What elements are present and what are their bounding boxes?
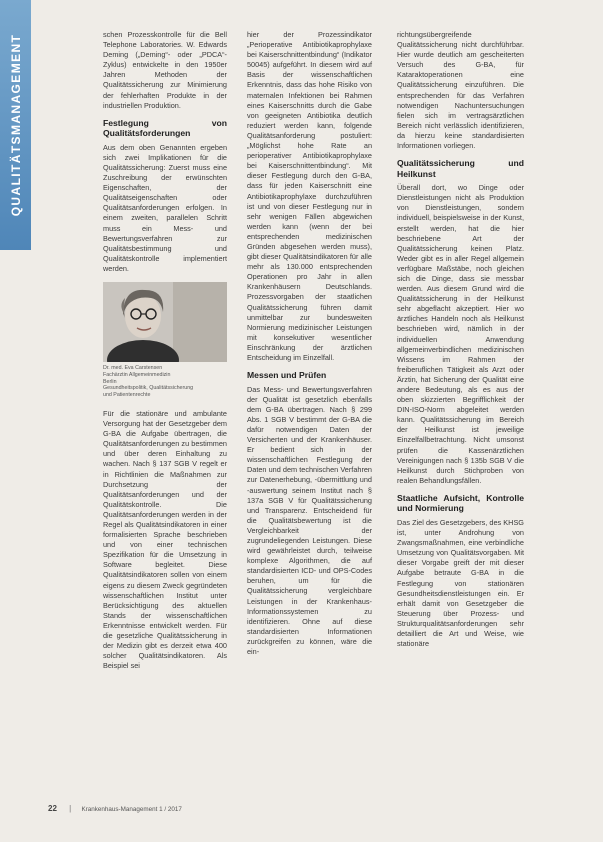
- section-heading: Staatliche Aufsicht, Kontrolle und Normierung: [397, 492, 524, 514]
- column-1: [103, 30, 227, 671]
- page-number: 22: [48, 804, 57, 813]
- photo-caption: [103, 365, 227, 399]
- footer-separator: |: [69, 804, 72, 813]
- paragraph: Überall dort, wo Dinge oder Dienstleistungen nicht als Produktion von Dienstleistungen, sondern individuell, beispielsweise in der Kunst, erstellt werden, hat die hier beschriebene Art der Qualitätssicherung keinen Platz. Weder gibt es in aller Regel allgemein verfügbare Maßstäbe, noch gleichen sich die Dinge, dass sie messbar werden. Aus diesem Grund wird die Qualitätssicherung in der Heilkunst sehr abgeflacht akzeptiert. Hier wo ärztliches Handeln noch als Heilkunst beschrieben wird, nämlich in der individuellen Anwendung allgemeinverbindlichen medizinischen Wissens im Rahmen der freiberuflichen Tätigkeit als Arzt oder Ärztin, hat Sicherung der Qualität eine andere Bedeutung, als es aus der oben skizzierten Begrifflichkeit der DIN-ISO-Norm abgeleitet werden kann. Qualitätssicherung im Bereich der Heilkunst ist jeweilige Einzelfallbetrachtung. Nicht umsonst prüfen die Kassenärztlichen Vereinigungen nach § 135b SGB V die Heilkunst durch Stichproben von realen Behandlungsfällen.: [397, 183, 524, 485]
- section-tab-label: QUALITÄTSMANAGEMENT: [8, 33, 23, 217]
- column-2: [247, 30, 372, 657]
- paragraph: schen Prozesskontrolle für die Bell Telephone Laboratories. W. Edwards Deming („Deming“- oder „PDCA“-Zyklus) entwickelte in den 1950er Jahren Methoden der Qualitätssicherung zur Minimierung der fehlerhaften Produkte in der industriellen Produktion.: [103, 30, 227, 110]
- section-heading: Qualitätssicherung und Heilkunst: [397, 158, 524, 179]
- author-photo: [103, 282, 227, 362]
- paragraph: Aus dem oben Genannten ergeben sich zwei Implikationen für die Qualitätssicherung: Zuerst muss eine Zuschreibung der erwünschten Eigenschaften, der Qualitätseigenschaften oder Qualitätsanforderungen erfolgen. In einem zweiten, parallelen Schritt muss ein Mess- und Bewertungsverfahren zur Qualitätsbestimmung und Qualitätskontrolle implementiert werden.: [103, 142, 227, 273]
- section-heading: Messen und Prüfen: [247, 370, 327, 381]
- portrait-image: [103, 282, 227, 362]
- section-tab: [0, 0, 31, 250]
- caption-line: Gesundheitspolitik, Qualitätssicherung: [103, 385, 194, 392]
- caption-line: Dr. med. Eva Carstensen: [103, 364, 163, 371]
- paragraph: richtungsübergreifende Qualitätssicherung nicht durchführbar. Hier wurde deutlich am gescheiterten Versuch des G-BA, für Kataraktoperationen eine Qualitätssicherung einzuführen. Die entsprechenden für das Verfahren notwendigen Nachuntersuchungen fielen sich im vertragsärztlichen Bereich nicht verlässlich identifizieren, da hierzu keine standardisierten Informationen vorliegen.: [397, 30, 524, 151]
- paragraph: Das Ziel des Gesetzgebers, des KHSG ist, unter Androhung von Zwangsmaßnahmen, eine verbindliche Umsetzung von Qualitätsvorgaben. Mit dieser Vorgabe greift der mit dieser Aufgabe betraute G-BA in die Festlegung von stationären Gesundheitsdienstleistungen ein. Er erhält damit von Gesetzgeber die Steuerung über Prozess- und Strukturqualitätsanforderungen sehr detailliert die Art und Weise, wie stationäre: [397, 517, 524, 649]
- column-3: [397, 30, 524, 649]
- paragraph: Das Mess- und Bewertungsverfahren der Qualität ist gesetzlich ebenfalls dem G-BA übertragen. Nach § 299 Abs. 1 SGB V bestimmt der G-BA die dafür notwendigen Daten der Versicherten und der Krankenhäuser. Er bedient sich in der wissenschaftlichen Festlegung der Daten und dem technischen Verfahren zur Datenerhebung, -übermittlung und -auswertung seinem Institut nach § 137a SGB V für Qualitätssicherung und Transparenz. Entscheidend für die Qualitätsbewertung ist die Vergleichbarkeit der zugrundeliegenden Leistungen. Diese wird gewährleistet durch, teilweise komplexe Algorithmen, die auf standardisierten ICD- und OPS-Codes beruhen, um für die Qualitätssicherung vergleichbare Leistungen in der Krankenhaus-Informationssystemen zu identifizieren. Ohne auf diese standardisierten Informationen zurückgreifen zu können, wäre die ein-: [247, 384, 372, 657]
- caption-line: und Patientenrechte: [103, 392, 151, 399]
- paragraph: hier der Prozessindikator „Perioperative Antibiotikaprophylaxe bei Kaiserschnittentbindung“ (Indikator 50045) aufgeführt. In diesem wird auf Basis der wissenschaftlichen Erkenntnis, dass das hohe Risiko von maternalen Infektionen bei Rahmen eines Kaiserschnitts durch die Gabe von geeigneten Antibiotika deutlich reduziert werden kann, folgende Qualitätsanforderung postuliert: „Möglichst hohe Rate an perioperativer Antibiotikaprophylaxe bei Kaiserschnittentbindung“. Mit dieser Festlegung durch den G-BA, dass für jeden Kaiserschnitt eine Antibiotikaprophylaxe durchzuführen ist und von dieser Festlegung nur in sehr wenigen Fällen abgewichen werden kann (wenn der bei entsprechenden medizinischen Gründen abgesehen werden muss), gibt dieser Qualitätsindikatoren für alle mehr als 130.000 entsprechenden Operationen pro Jahr in allen Krankenhäusern Deutschlands. Prozessvorgaben der staatlichen Qualitätssicherung führen damit unmittelbar zur bundesweiten Normierung medizinischer Leistungen mit konsekutiver wesentlicher Einschränkung der ärztlichen Entscheidung im Einzelfall.: [247, 30, 372, 362]
- journal-name: Krankenhaus-Management 1 / 2017: [81, 806, 182, 813]
- paragraph: Für die stationäre und ambulante Versorgung hat der Gesetzgeber dem G-BA die Aufgabe übertragen, die Qualitätsanforderungen zu bestimmen und über deren Einhaltung zu wachen. Nach § 137 SGB V regelt er in Richtlinien die Maßnahmen zur Durchsetzung der Qualitätsanforderungen und der Qualitätskontrolle. Die Qualitätsanforderungen werden in der Regel als Qualitätsindikatoren in einer formalisierten Sprache beschrieben und von einer technischen Spezifikation für die Umsetzung in Software begleitet. Diese Qualitätsindikatoren sollen von einem eigens zu diesem Zweck gegründeten wissenschaftlichen Institut unter Berücksichtigung des aktuellen Stands der wissenschaftlichen Erkenntnisse entwickelt werden. Für die gesetzliche Qualitätssicherung in der Medizin gibt es derzeit etwa 400 solcher Qualitätsindikatoren. Als Beispiel sei: [103, 408, 227, 671]
- page-footer: [48, 804, 182, 813]
- caption-line: Berlin: [103, 378, 117, 385]
- caption-line: Fachärztin Allgemeinmedizin: [103, 371, 171, 378]
- section-heading: Festlegung von Qualitätsforderungen: [103, 117, 227, 139]
